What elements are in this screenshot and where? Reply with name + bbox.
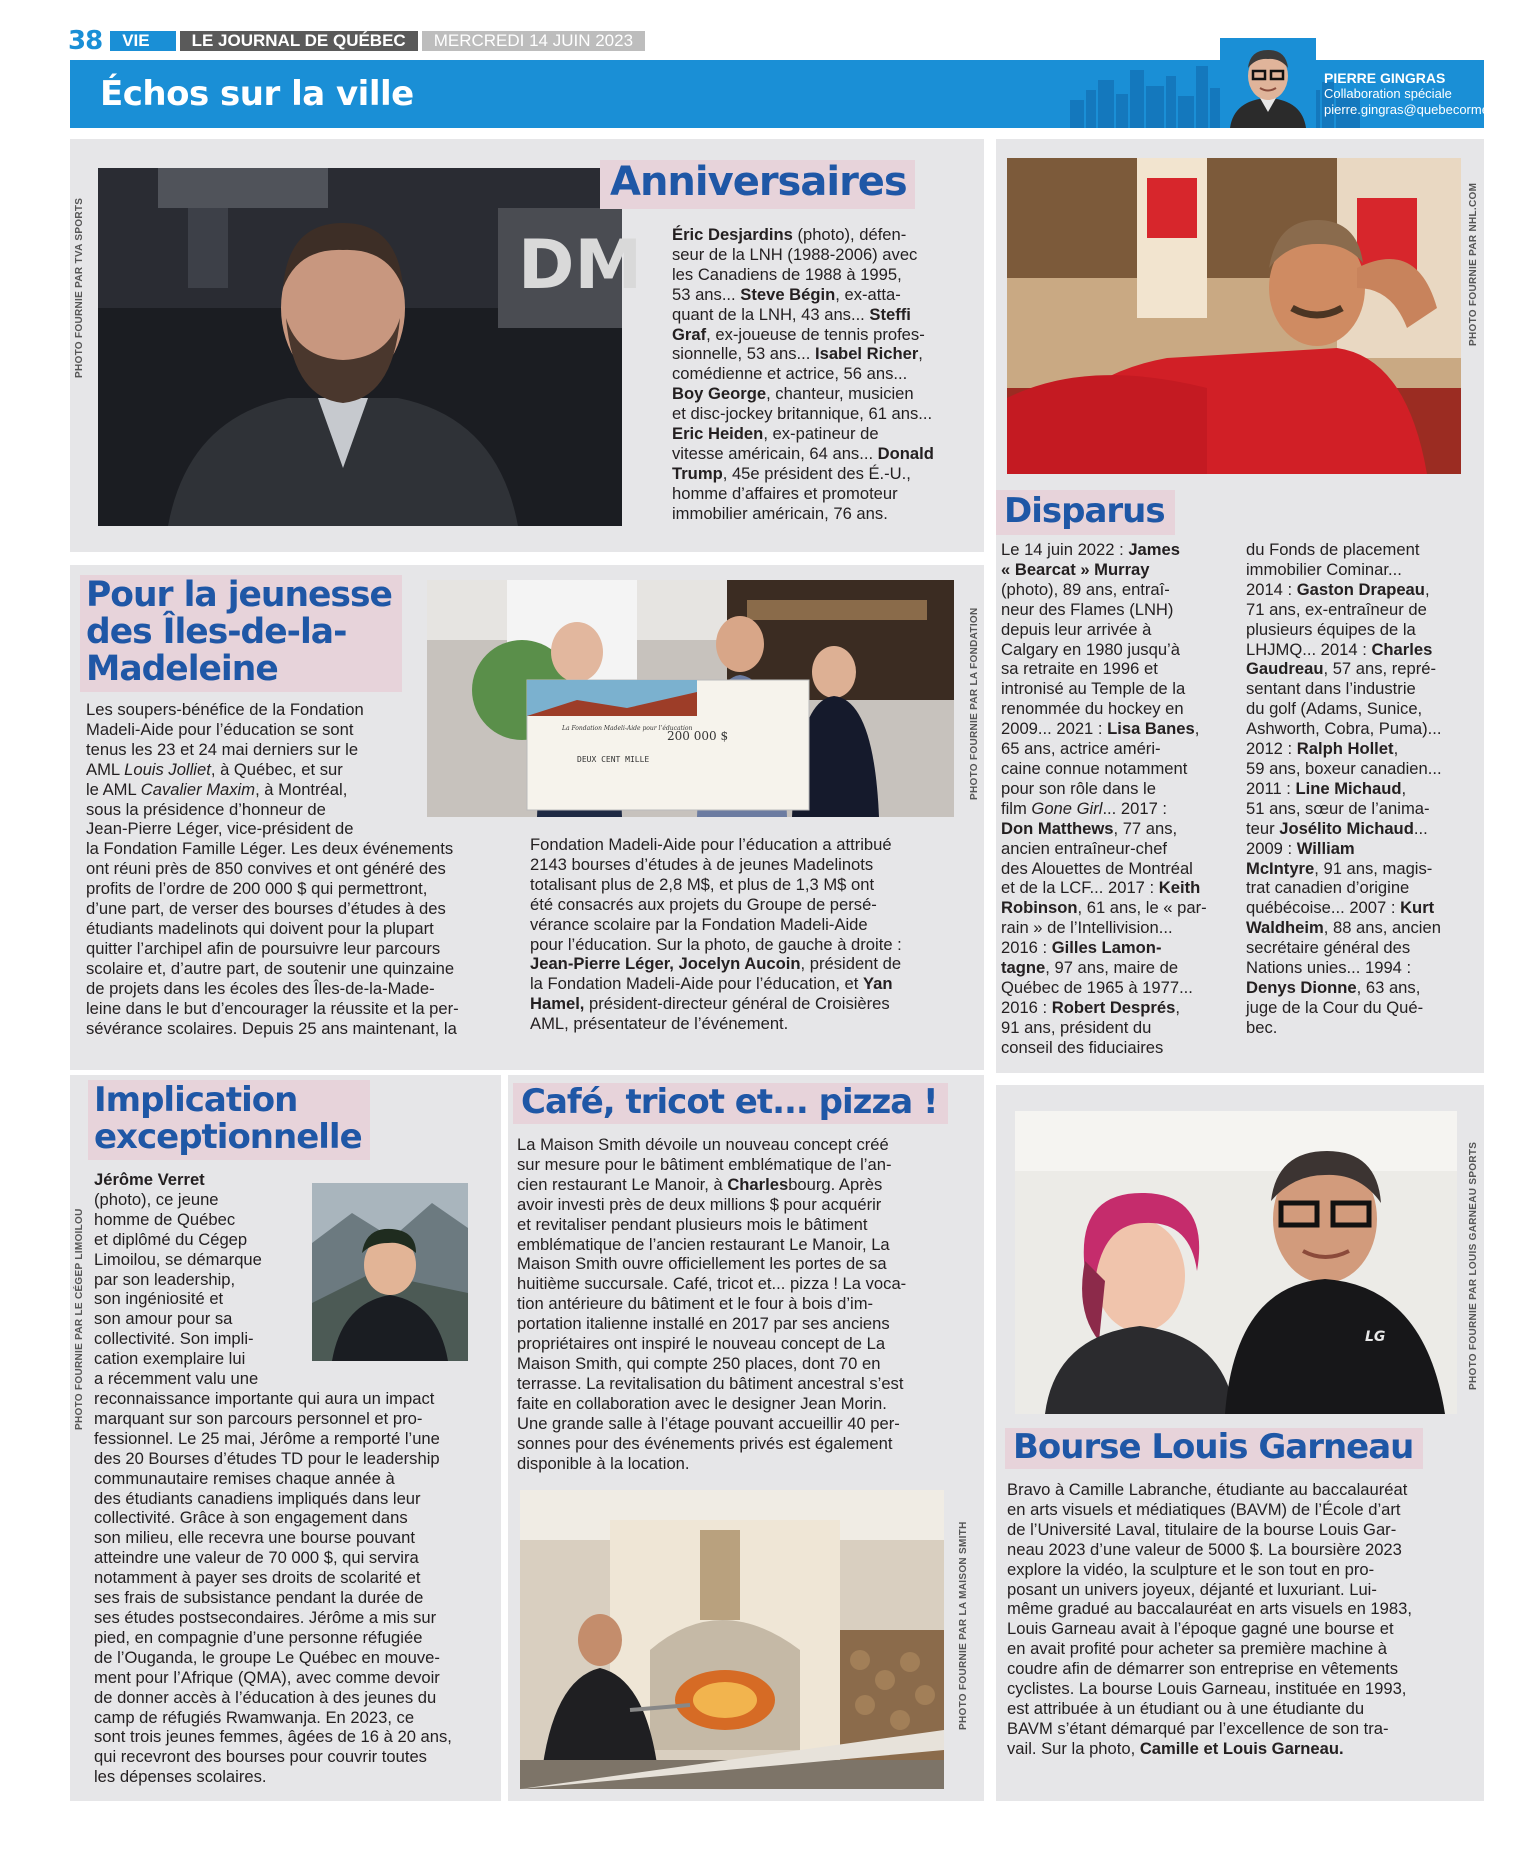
text-line: Trump, 45e président des É.-U.,: [672, 463, 911, 483]
text-line: sonnes pour des événements privés est également: [517, 1433, 893, 1453]
section-tag: VIE: [110, 31, 175, 51]
text-line: les dépenses scolaires.: [94, 1767, 267, 1787]
text-line: BAVM s’étant démarqué par l’excellence de son tra-: [1007, 1718, 1389, 1738]
text-line: cyclistes. La bourse Louis Garneau, instituée en 1993,: [1007, 1679, 1407, 1699]
text-line: 51 ans, sœur de l’anima-: [1246, 798, 1430, 818]
text-line: même gradué au baccalauréat en arts visuels en 1983,: [1007, 1599, 1412, 1619]
text-line: la Fondation Famille Léger. Les deux événements: [86, 839, 454, 859]
text-line: reconnaissance importante qui aura un impact: [94, 1389, 435, 1408]
text-line: vérance scolaire par la Fondation Madeli-Aide: [530, 914, 868, 934]
text-line: des 20 Bourses d’études TD pour le leadership: [94, 1448, 440, 1468]
text-line: Maison Smith, qui compte 250 places, dont 70 en: [517, 1353, 881, 1373]
svg-text:LG: LG: [1365, 1329, 1386, 1345]
cafe-text: [517, 1135, 972, 1473]
column-title: Échos sur la ville: [100, 74, 414, 114]
cheque-amount: 200 000 $: [667, 729, 729, 743]
text-line: ancien entraîneur-chef: [1001, 838, 1168, 858]
cheque-payee: La Fondation Madeli-Aide pour l’éducation: [562, 725, 693, 732]
bearcat-murray-photo: [1007, 158, 1461, 474]
text-line: des étudiants canadiens impliqués dans leur: [94, 1488, 421, 1508]
text-line: explore la vidéo, la sculpture et le son tout en pro-: [1007, 1559, 1375, 1579]
text-line: 59 ans, boxeur canadien...: [1246, 758, 1442, 778]
text-line: notamment à payer ses droits de scolarité et: [94, 1568, 421, 1588]
text-line: Une grande salle à l’étage pouvant accueillir 40 per-: [517, 1413, 900, 1433]
text-line: 2011 : Line Michaud,: [1246, 778, 1407, 798]
text-line: renommée du hockey en: [1001, 699, 1184, 719]
text-line: 2016 : Robert Després,: [1001, 997, 1180, 1017]
cheque-words: DEUX CENT MILLE: [577, 755, 650, 764]
text-line: Jean-Pierre Léger, vice-président de: [86, 819, 354, 839]
headline-line: Implication: [94, 1080, 298, 1120]
text-line: posant un univers joyeux, déjanté et luxuriant. Lui-: [1007, 1579, 1377, 1599]
text-line: comédienne et actrice, 56 ans...: [672, 364, 908, 384]
text-line: atteindre une valeur de 70 000 $, qui servira: [94, 1548, 419, 1568]
photo-credit: PHOTO FOURNIE PAR LA MAISON SMITH: [958, 1521, 969, 1730]
author-name: PIERRE GINGRAS: [1324, 70, 1446, 86]
text-line: sur mesure pour le bâtiment emblématique de l’an-: [517, 1154, 892, 1174]
text-line: caine connue notamment: [1001, 758, 1188, 778]
text-line: son ingéniosité et: [94, 1289, 224, 1309]
text-line: AML, présentateur de l’événement.: [530, 1014, 789, 1034]
text-line: rain » de l’Intellivision...: [1001, 918, 1173, 938]
text-line: 91 ans, président du: [1001, 1017, 1152, 1037]
text-line: coudre afin de démarrer son entreprise en vêtements: [1007, 1659, 1399, 1679]
text-line: du Fonds de placement: [1246, 540, 1420, 559]
jeunesse-text-left: [86, 700, 524, 1038]
text-line: huitième succursale. Café, tricot et... pizza ! La voca-: [517, 1274, 907, 1294]
text-line: camp de réfugiés Rwamwanja. En 2023, ce: [94, 1707, 415, 1727]
issue-date: MERCREDI 14 JUIN 2023: [422, 31, 645, 51]
text-line: Jean-Pierre Léger, Jocelyn Aucoin, président de: [530, 954, 902, 974]
text-line: neau 2023 d’une valeur de 5000 $. La boursière 2023: [1007, 1539, 1402, 1559]
text-line: Graf, ex-joueuse de tennis profes-: [672, 324, 925, 344]
text-line: Nations unies... 1994 :: [1246, 958, 1412, 978]
text-line: tagne, 97 ans, maire de: [1001, 958, 1179, 978]
text-line: McIntyre, 91 ans, magis-: [1246, 858, 1433, 878]
text-line: collectivité. Son impli-: [94, 1329, 254, 1349]
text-line: 2012 : Ralph Hollet,: [1246, 739, 1399, 759]
text-line: conseil des fiduciaires: [1001, 1037, 1164, 1057]
text-line: la Fondation Madeli-Aide pour l’éducation, et Yan: [530, 974, 893, 994]
text-line: est attribuée à un étudiant ou à une étudiante du: [1007, 1698, 1365, 1718]
headline-line: Madeleine: [86, 649, 278, 689]
text-line: vitesse américain, 64 ans... Donald: [672, 443, 934, 463]
text-line: qui recevront des bourses pour couvrir toutes: [94, 1747, 427, 1767]
text-line: quitter l’archipel afin de poursuivre leur parcours: [86, 938, 441, 958]
text-line: cation exemplaire lui: [94, 1349, 246, 1369]
text-line: tenus les 23 et 24 mai derniers sur le: [86, 739, 359, 759]
author-portrait: [1220, 38, 1316, 128]
text-line: (photo), 89 ans, entraî-: [1001, 579, 1170, 599]
text-line: par son leadership,: [94, 1269, 236, 1289]
text-line: Maison Smith ouvre officiellement les portes de sa: [517, 1254, 887, 1274]
text-line: juge de la Cour du Qué-: [1246, 997, 1424, 1017]
text-line: Robinson, 61 ans, le « par-: [1001, 898, 1207, 918]
text-line: en arts visuels et médiatiques (BAVM) de l’École d’art: [1007, 1499, 1401, 1519]
text-line: immobilier Cominar...: [1246, 559, 1402, 579]
photo-credit: PHOTO FOURNIE PAR NHL.COM: [1468, 182, 1479, 346]
text-line: « Bearcat » Murray: [1001, 559, 1150, 579]
text-line: 2016 : Gilles Lamon-: [1001, 938, 1162, 958]
text-line: ont réuni près de 850 convives et ont généré des: [86, 859, 446, 879]
jerome-verret-photo: [312, 1183, 468, 1361]
text-line: plusieurs équipes de la: [1246, 619, 1416, 639]
text-line: et diplômé du Cégep: [94, 1229, 248, 1249]
author-email[interactable]: pierre.gingras@quebecormedia.com: [1324, 102, 1535, 117]
disparus-headline: Disparus: [996, 490, 1175, 535]
svg-text:DM: DM: [518, 226, 643, 305]
text-line: a récemment valu une: [94, 1369, 259, 1389]
text-line: 53 ans... Steve Bégin, ex-atta-: [672, 284, 901, 304]
text-line: le AML Cavalier Maxim, à Montréal,: [86, 779, 348, 799]
text-line: disponible à la location.: [517, 1453, 690, 1473]
text-line: sa retraite en 1996 et: [1001, 659, 1158, 679]
text-line: Québec de 1965 à 1977...: [1001, 977, 1193, 997]
text-line: Waldheim, 88 ans, ancien: [1246, 918, 1441, 938]
implication-headline: [88, 1080, 370, 1160]
bourse-text: [1007, 1480, 1473, 1759]
text-line: 2009... 2021 : Lisa Banes,: [1001, 719, 1200, 739]
text-line: en avait profité pour acheter sa première machine à: [1007, 1639, 1388, 1659]
city-skyline-graphic: [1070, 60, 1360, 128]
photo-credit: PHOTO FOURNIE PAR LOUIS GARNEAU SPORTS: [1468, 1141, 1479, 1390]
text-line: AML Louis Jolliet, à Québec, et sur: [86, 759, 343, 779]
text-line: son milieu, elle recevra une bourse pouvant: [94, 1528, 416, 1548]
text-line: immobilier américain, 76 ans.: [672, 503, 888, 523]
text-line: québécoise... 2007 : Kurt: [1246, 898, 1435, 918]
jeunesse-text-right: [530, 835, 970, 1034]
jeunesse-headline: [80, 575, 402, 692]
text-line: LHJMQ... 2014 : Charles: [1246, 639, 1433, 659]
text-line: trat canadien d’origine: [1246, 878, 1410, 898]
text-line: du golf (Adams, Sunice,: [1246, 699, 1423, 719]
text-line: Fondation Madeli-Aide pour l’éducation a attribué: [530, 835, 892, 854]
text-line: 71 ans, ex-entraîneur de: [1246, 599, 1427, 619]
eric-desjardins-photo: [98, 168, 643, 526]
text-line: Boy George, chanteur, musicien: [672, 384, 914, 404]
text-line: son amour pour sa: [94, 1309, 233, 1329]
text-line: sionnelle, 53 ans... Isabel Richer,: [672, 344, 923, 364]
text-line: et disc-jockey britannique, 61 ans...: [672, 404, 933, 424]
text-line: Ashworth, Cobra, Puma)...: [1246, 719, 1442, 739]
text-line: de l’Université Laval, titulaire de la bourse Louis Gar-: [1007, 1519, 1397, 1539]
text-line: teur Josélito Michaud...: [1246, 818, 1428, 838]
text-line: 2143 bourses d’études à de jeunes Madelinots: [530, 854, 874, 874]
headline-line: des Îles-de-la-: [86, 612, 347, 652]
text-line: collectivité. Grâce à son engagement dans: [94, 1508, 408, 1528]
text-line: Denys Dionne, 63 ans,: [1246, 977, 1421, 997]
text-line: marquant sur son parcours personnel et pro-: [94, 1408, 423, 1428]
page-number: 38: [68, 26, 103, 56]
text-line: et revitaliser pendant plusieurs mois le bâtiment: [517, 1214, 868, 1234]
text-line: tion antérieure du bâtiment et le four à bois d’im-: [517, 1294, 874, 1314]
text-line: sous la présidence d’honneur de: [86, 799, 326, 819]
text-line: totalisant plus de 2,8 M$, et plus de 1,3 M$ ont: [530, 874, 875, 894]
text-line: secrétaire général des: [1246, 938, 1411, 958]
text-line: bec.: [1246, 1017, 1278, 1037]
text-line: Limoilou, se démarque: [94, 1249, 262, 1269]
text-line: intronisé au Temple de la: [1001, 679, 1186, 699]
text-line: seur de la LNH (1988-2006) avec: [672, 244, 918, 264]
photo-credit: PHOTO FOURNIE PAR TVA SPORTS: [74, 197, 85, 378]
text-line: et de la LCF... 2017 : Keith: [1001, 878, 1201, 898]
text-line: emblématique de l’ancien restaurant Le Manoir, La: [517, 1234, 890, 1254]
text-line: vail. Sur la photo, Camille et Louis Garneau.: [1007, 1738, 1344, 1758]
anniversaires-headline: Anniversaires: [600, 160, 915, 209]
text-line: neur des Flames (LNH): [1001, 599, 1174, 619]
camille-louis-garneau-photo: [1015, 1111, 1457, 1414]
text-line: Louis Garneau avait à l’époque gagné une bourse et: [1007, 1619, 1394, 1639]
text-line: portation italienne installé en 2017 par ses anciens: [517, 1314, 890, 1334]
text-line: Hamel, président-directeur général de Croisières: [530, 994, 890, 1014]
disparus-column-1: [1001, 540, 1216, 1058]
text-line: film Gone Girl... 2017 :: [1001, 798, 1168, 818]
text-line: sentant dans l’industrie: [1246, 679, 1416, 699]
journal-name: LE JOURNAL DE QUÉBEC: [180, 31, 418, 51]
bourse-headline: Bourse Louis Garneau: [1005, 1428, 1423, 1469]
text-line: cien restaurant Le Manoir, à Charlesbourg. Après: [517, 1174, 883, 1194]
text-line: 2009 : William: [1246, 838, 1355, 858]
text-line: Eric Heiden, ex-patineur de: [672, 424, 879, 444]
text-line: étudiants madelinots qui doivent pour la plupart: [86, 918, 434, 938]
photo-credit: PHOTO FOURNIE PAR LE CÉGEP LIMOILOU: [74, 1208, 85, 1430]
folio-bar: [68, 26, 645, 56]
text-line: (photo), ce jeune: [94, 1189, 219, 1209]
headline-line: Pour la jeunesse: [86, 575, 392, 615]
text-line: Jérôme Verret: [94, 1170, 205, 1189]
text-line: depuis leur arrivée à: [1001, 619, 1152, 639]
text-line: été consacrés aux projets du Groupe de persé-: [530, 894, 877, 914]
text-line: Éric Desjardins (photo), défen-: [672, 225, 907, 244]
text-line: terrasse. La revitalisation du bâtiment ancestral s’est: [517, 1373, 904, 1393]
text-line: des Alouettes de Montréal: [1001, 858, 1193, 878]
text-line: de l’Ouganda, le groupe Le Québec en mouve-: [94, 1647, 440, 1667]
text-line: leine dans le but d’encourager la réussite et la per-: [86, 998, 459, 1018]
text-line: homme de Québec: [94, 1209, 236, 1229]
text-line: d’une part, de verser des bourses d’études à des: [86, 899, 446, 919]
text-line: ses frais de subsistance pendant la durée de: [94, 1588, 424, 1608]
text-line: ment pour l’Afrique (QMA), avec comme devoir: [94, 1667, 440, 1687]
text-line: 65 ans, actrice améri-: [1001, 739, 1161, 759]
text-line: de projets dans les écoles des Îles-de-la-Made-: [86, 978, 435, 998]
text-line: Gaudreau, 57 ans, repré-: [1246, 659, 1436, 679]
text-line: scolaire et, d’autre part, de soutenir une quinzaine: [86, 958, 455, 978]
headline-line: exceptionnelle: [94, 1117, 362, 1157]
anniversaires-text: [672, 225, 984, 524]
text-line: communautaire remises chaque année à: [94, 1468, 395, 1488]
text-line: Don Matthews, 77 ans,: [1001, 818, 1178, 838]
text-line: Bravo à Camille Labranche, étudiante au baccalauréat: [1007, 1480, 1408, 1499]
text-line: fessionnel. Le 25 mai, Jérôme a remporté l’une: [94, 1428, 440, 1448]
text-line: sont trois jeunes femmes, âgées de 16 à 20 ans,: [94, 1727, 452, 1747]
text-line: les Canadiens de 1988 à 1995,: [672, 264, 902, 284]
text-line: quant de la LNH, 43 ans... Steffi: [672, 304, 911, 324]
text-line: propriétaires ont inspiré le nouveau concept de La: [517, 1334, 886, 1354]
author-byline: [1324, 70, 1534, 118]
text-line: homme d’affaires et promoteur: [672, 483, 898, 503]
implication-text-wide: [94, 1389, 494, 1787]
text-line: pour l’éducation. Sur la photo, de gauche à droite :: [530, 934, 902, 954]
text-line: sévérance scolaires. Depuis 25 ans maintenant, la: [86, 1018, 457, 1038]
maison-smith-pizza-oven-photo: [520, 1490, 944, 1789]
text-line: ses études postsecondaires. Jérôme a mis sur: [94, 1607, 437, 1627]
text-line: Calgary en 1980 jusqu’à: [1001, 639, 1180, 659]
text-line: La Maison Smith dévoile un nouveau concept créé: [517, 1135, 889, 1154]
text-line: de donner accès à l’éducation à des jeunes du: [94, 1687, 437, 1707]
text-line: faite en collaboration avec le designer Jean Morin.: [517, 1393, 887, 1413]
cafe-headline: Café, tricot et... pizza !: [513, 1083, 948, 1124]
photo-credit: PHOTO FOURNIE PAR LA FONDATION: [969, 607, 980, 800]
text-line: profits de l’ordre de 200 000 $ qui permettront,: [86, 879, 428, 899]
text-line: Le 14 juin 2022 : James: [1001, 540, 1180, 559]
text-line: avoir investi près de deux millions $ pour acquérir: [517, 1194, 882, 1214]
author-role: Collaboration spéciale: [1324, 86, 1452, 101]
text-line: Madeli-Aide pour l’éducation se sont: [86, 719, 354, 739]
text-line: 2014 : Gaston Drapeau,: [1246, 579, 1430, 599]
disparus-column-2: [1246, 540, 1476, 1038]
text-line: Les soupers-bénéfice de la Fondation: [86, 700, 364, 719]
text-line: pied, en compagnie d’une personne réfugiée: [94, 1627, 423, 1647]
text-line: pour son rôle dans le: [1001, 778, 1156, 798]
column-banner: [70, 60, 1535, 128]
implication-text-narrow: [94, 1170, 306, 1389]
